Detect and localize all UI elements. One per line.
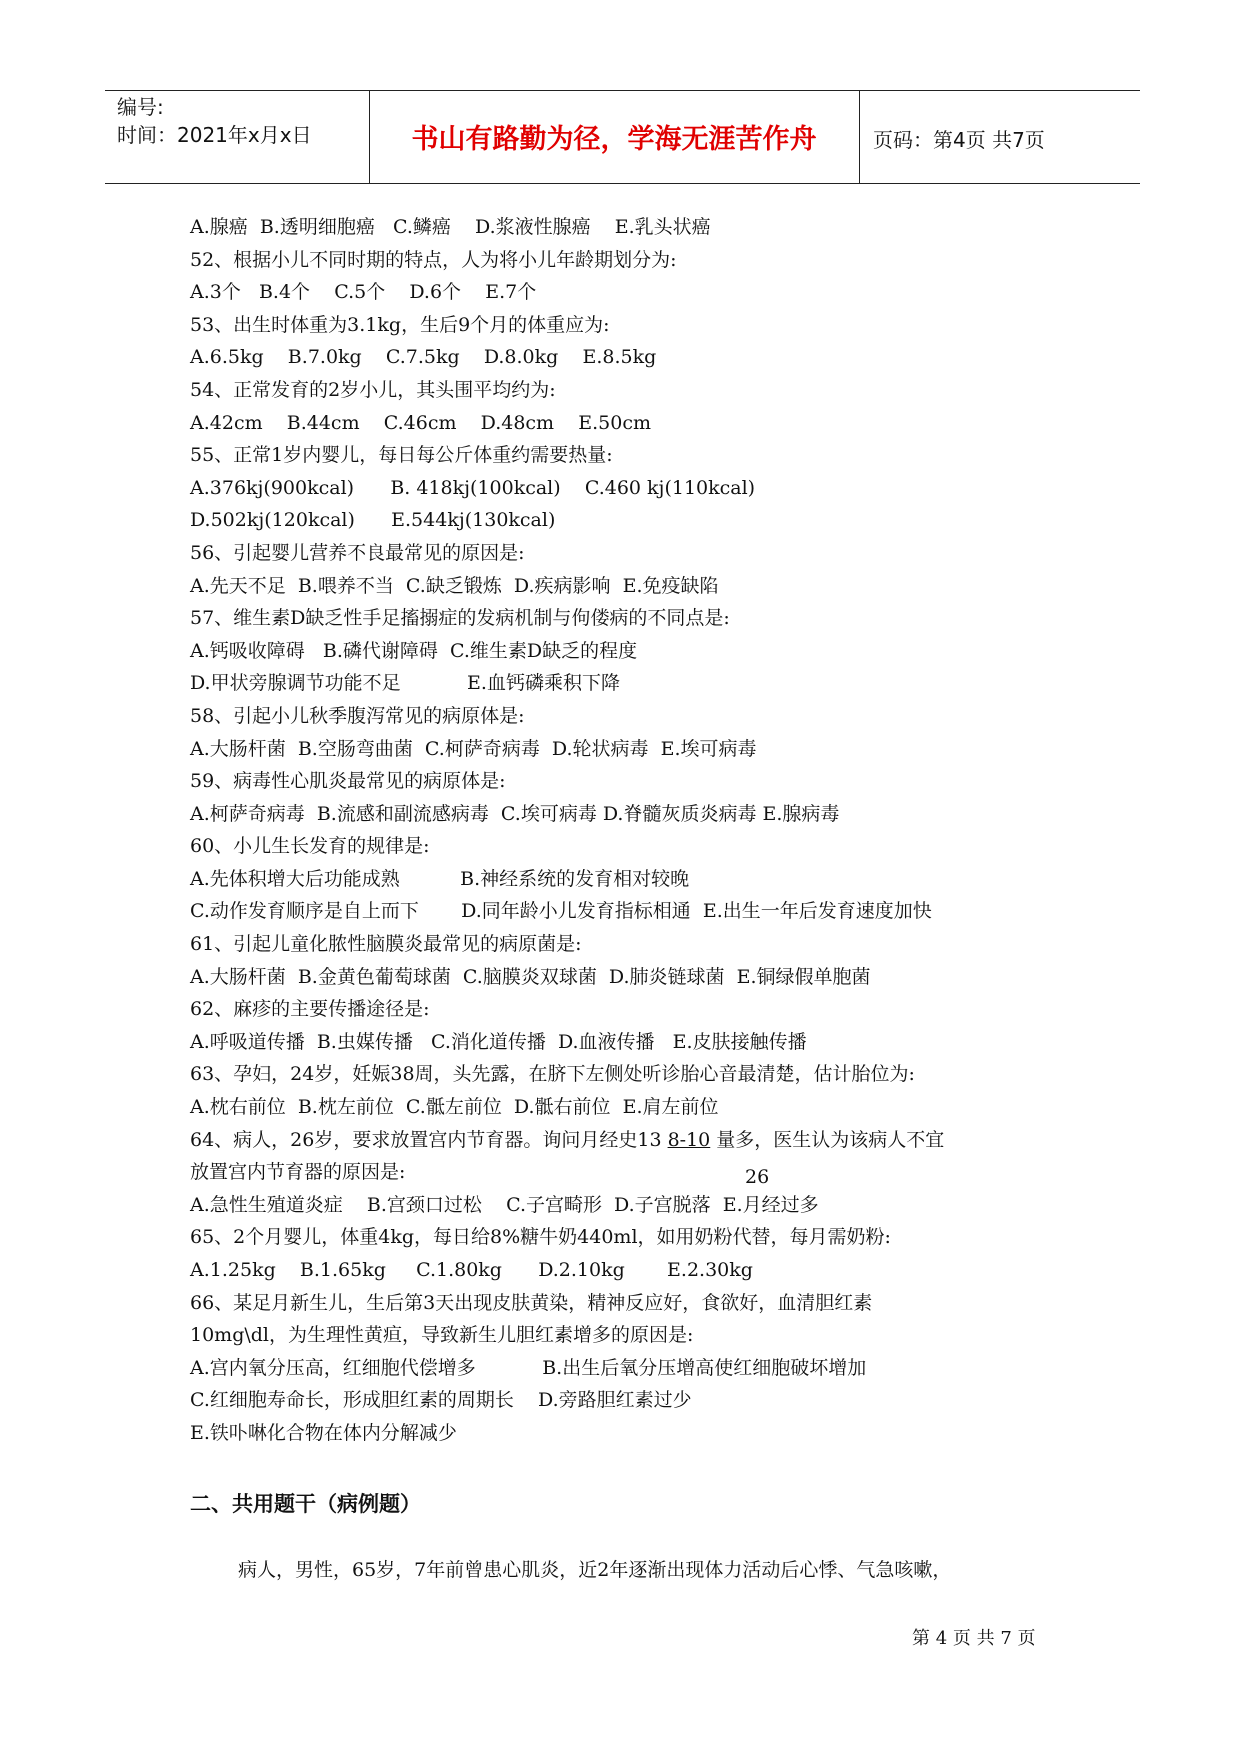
text-line: 55、正常1岁内婴儿，每日每公斤体重约需要热量: [190,444,613,467]
text-line: A.42cm B.44cm C.46cm D.48cm E.50cm [190,411,651,434]
question-list [190,211,1070,1450]
text-line: E.铁卟啉化合物在体内分解减少 [190,1421,457,1444]
text-line: A.宫内氧分压高，红细胞代偿增多 B.出生后氧分压增高使红细胞破坏增加 [190,1356,867,1379]
text-line: A.急性生殖道炎症 B.宫颈口过松 C.子宫畸形 D.子宫脱落 E.月经过多 [190,1193,819,1216]
header-motto: 书山有路勤为径，学海无涯苦作舟 [411,124,817,155]
case-paragraph: 病人，男性，65岁，7年前曾患心肌炎，近2年逐渐出现体力活动后心悸、气急咳嗽， [238,1559,952,1581]
time-label: 时间：2021年x月x日 [117,123,312,147]
question-64-line [190,1124,1070,1157]
text-line: A.3个 B.4个 C.5个 D.6个 E.7个 [190,281,537,304]
text-line: 58、引起小儿秋季腹泻常见的病原体是: [190,704,525,727]
text-line: 63、孕妇，24岁，妊娠38周，头先露，在脐下左侧处听诊胎心音最清楚，估计胎位为: [190,1063,915,1086]
header-divider [859,91,860,183]
q64-line2-text: 放置宫内节育器的原因是: [190,1161,406,1184]
text-line: 53、出生时体重为3.1kg，生后9个月的体重应为: [190,313,610,336]
text-line: A.大肠杆菌 B.空肠弯曲菌 C.柯萨奇病毒 D.轮状病毒 E.埃可病毒 [190,737,757,760]
text-line: 65、2个月婴儿，体重4kg，每日给8%糖牛奶440ml，如用奶粉代替，每月需奶粉: [190,1226,891,1249]
text-line: A.6.5kg B.7.0kg C.7.5kg D.8.0kg E.8.5kg [190,346,657,369]
text-line: 54、正常发育的2岁小儿，其头围平均约为: [190,378,556,401]
text-line: A.376kj(900kcal) B. 418kj(100kcal) C.460 kj(110kcal) [190,476,756,499]
header-page-label: 页码：第4页 共7页 [873,128,1045,152]
section-title: 二、共用题干（病例题） [190,1492,421,1516]
text-line: C.红细胞寿命长，形成胆红素的周期长 D.旁路胆红素过少 [190,1389,692,1412]
text-line: 57、维生素D缺乏性手足搐搦症的发病机制与佝偻病的不同点是: [190,607,730,630]
text-line: A.先体积增大后功能成熟 B.神经系统的发育相对较晚 [190,867,690,890]
header-info [117,93,367,149]
text-line: 60、小儿生长发育的规律是: [190,835,430,858]
text-line: 52、根据小儿不同时期的特点，人为将小儿年龄期划分为: [190,248,677,271]
text-line: 59、病毒性心肌炎最常见的病原体是: [190,770,506,793]
text-line: C.动作发育顺序是自上而下 D.同年龄小儿发育指标相通 E.出生一年后发育速度加快 [190,900,932,923]
text-line: A.先天不足 B.喂养不当 C.缺乏锻炼 D.疾病影响 E.免疫缺陷 [190,574,719,597]
text-line: D.甲状旁腺调节功能不足 E.血钙磷乘积下降 [190,672,620,695]
text-line: 61、引起儿童化脓性脑膜炎最常见的病原菌是: [190,933,582,956]
text-line: A.呼吸道传播 B.虫媒传播 C.消化道传播 D.血液传播 E.皮肤接触传播 [190,1030,807,1053]
q64-text-b: 量多，医生认为该病人不宜 [710,1128,945,1151]
page-header [105,90,1140,184]
text-line: 62、麻疹的主要传播途径是: [190,998,430,1021]
page-footer: 第 4 页 共 7 页 [912,1628,1036,1649]
text-line: D.502kj(120kcal) E.544kj(130kcal) [190,509,556,532]
text-line: A.1.25kg B.1.65kg C.1.80kg D.2.10kg E.2.30kg [190,1259,753,1281]
question-64-line2 [190,1156,1070,1189]
text-line: A.大肠杆菌 B.金黄色葡萄球菌 C.脑膜炎双球菌 D.肺炎链球菌 E.铜绿假单胞菌 [190,965,871,988]
text-line: A.腺癌 B.透明细胞癌 C.鳞癌 D.浆液性腺癌 E.乳头状癌 [190,216,711,238]
text-line: 10mg\dl，为生理性黄疸，导致新生儿胆红素增多的原因是: [190,1324,694,1347]
text-line: A.柯萨奇病毒 B.流感和副流感病毒 C.埃可病毒 D.脊髓灰质炎病毒 E.腺病毒 [190,802,840,825]
number-label: 编号: [117,95,164,119]
text-line: A.钙吸收障碍 B.磷代谢障碍 C.维生素D缺乏的程度 [190,639,638,662]
q64-subscript: 26 [745,1166,770,1189]
text-line: 66、某足月新生儿，生后第3天出现皮肤黄染，精神反应好，食欲好，血清胆红素 [190,1291,873,1314]
q64-underlined-value: 8-10 [667,1128,711,1151]
text-line: A.枕右前位 B.枕左前位 C.骶左前位 D.骶右前位 E.肩左前位 [190,1096,719,1119]
text-line: 56、引起婴儿营养不良最常见的原因是: [190,541,525,564]
q64-text-a: 64、病人，26岁，要求放置宫内节育器。询问月经史13 [190,1128,668,1151]
